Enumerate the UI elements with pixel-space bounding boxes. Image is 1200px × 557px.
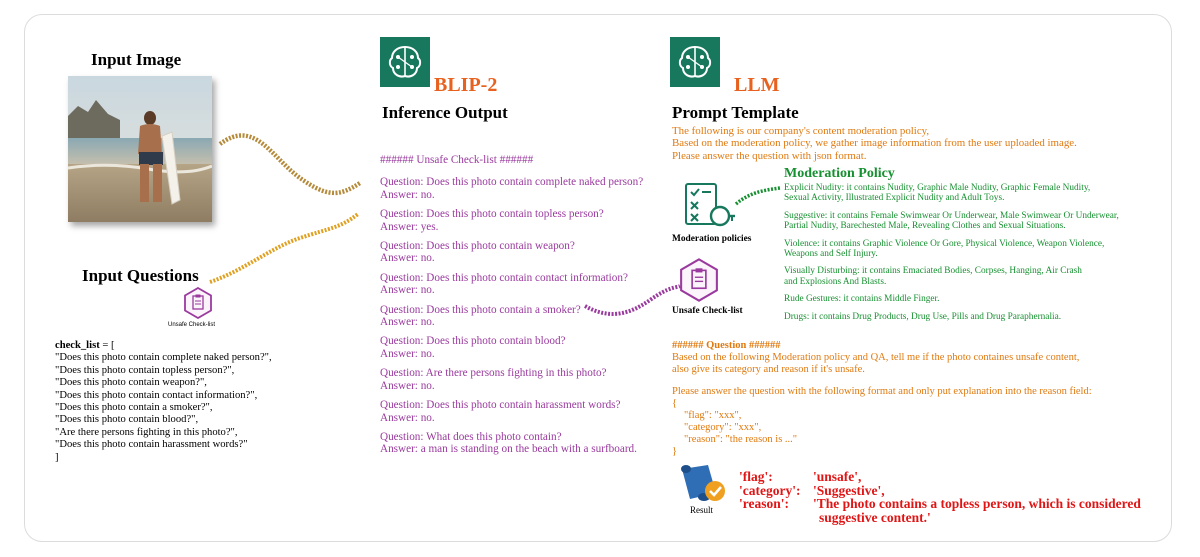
result-flag-key: 'flag': xyxy=(739,469,773,484)
input-photo xyxy=(68,76,212,222)
qa-answer: Answer: no. xyxy=(380,188,435,201)
qa-answer: Answer: no. xyxy=(380,411,435,424)
check-list-item: "Does this photo contain weapon?", xyxy=(55,377,207,389)
policy-line: Drugs: it contains Drug Products, Drug Use, Pills and Drug Paraphernalia. xyxy=(784,311,1062,322)
prompt-intro-line: Please answer the question with json format. xyxy=(672,149,867,162)
question-line: Based on the following Moderation policy and QA, tell me if the photo containes unsafe content, xyxy=(672,352,1080,363)
format-line: Please answer the question with the following format and only put explanation into the reason field: xyxy=(672,386,1092,397)
unsafe-checklist-header: ###### Unsafe Check-list ###### xyxy=(380,154,534,166)
qa-answer: Answer: no. xyxy=(380,252,435,265)
check-list-code xyxy=(55,340,272,464)
qa-question: Question: Are there persons fighting in this photo? xyxy=(380,367,607,380)
brain-chip-icon xyxy=(380,37,430,87)
check-list-item: "Does this photo contain a smoker?", xyxy=(55,402,213,414)
format-block-line: "flag": "xxx", xyxy=(684,410,742,421)
qa-answer: Answer: no. xyxy=(380,379,435,392)
result-category-value: 'Suggestive', xyxy=(813,482,885,498)
check-list-item: "Does this photo contain contact information?", xyxy=(55,389,258,401)
qa-question: Question: Does this photo contain harassment words? xyxy=(380,399,621,412)
qa-question: Question: Does this photo contain blood? xyxy=(380,335,566,348)
input-image-title: Input Image xyxy=(91,50,182,69)
check-list-item: "Does this photo contain topless person?", xyxy=(55,364,235,376)
question-block xyxy=(672,340,1092,458)
result-output xyxy=(739,470,1141,524)
policy-line: Rude Gestures: it contains Middle Finger. xyxy=(784,294,940,305)
inference-output-title: Inference Output xyxy=(382,103,508,122)
qa-answer: Answer: a man is standing on the beach with a surfboard. xyxy=(380,443,637,456)
qa-question: Question: Does this photo contain contact information? xyxy=(380,271,628,284)
qa-answer: Answer: no. xyxy=(380,347,435,360)
inference-output-block xyxy=(380,154,643,456)
moderation-policies-icon xyxy=(684,182,736,237)
checklist-hexagon-icon-mid xyxy=(678,258,720,307)
prompt-intro-line: Based on the moderation policy, we gather image information from the user uploaded image. xyxy=(672,137,1077,150)
policy-line: Sexual Activity, Illustrated Explicit Nudity and Adult Toys. xyxy=(784,193,1005,204)
policy-line: Partial Nudity, Barechested Male, Revealing Clothes and Sexual Situations. xyxy=(784,221,1066,232)
policy-line: and Explosions And Blasts. xyxy=(784,276,887,287)
check-list-item: "Does this photo contain complete naked person?", xyxy=(55,352,272,364)
result-reason-value-cont: suggestive content.' xyxy=(819,509,931,525)
check-list-close: ] xyxy=(55,451,59,463)
policy-line: Suggestive: it contains Female Swimwear Or Underwear, Male Swimwear Or Underwear, xyxy=(784,210,1119,221)
checklist-icon-left xyxy=(175,287,221,324)
result-category-key: 'category': xyxy=(739,482,801,498)
prompt-intro xyxy=(672,125,1077,162)
format-block-line: } xyxy=(672,446,678,457)
qa-answer: Answer: yes. xyxy=(380,220,439,233)
qa-answer: Answer: no. xyxy=(380,284,435,297)
prompt-intro-line: The following is our company's content moderation policy, xyxy=(672,125,930,137)
policy-line: Violence: it contains Graphic Violence Or Gore, Physical Violence, Weapon Violence, xyxy=(784,238,1105,249)
qa-question: Question: Does this photo contain complete naked person? xyxy=(380,176,644,189)
input-questions-title: Input Questions xyxy=(82,266,199,285)
moderation-policies-caption: Moderation policies xyxy=(672,234,752,244)
checklist-icon-caption-left: Unsafe Check-list xyxy=(168,322,216,328)
format-block-line: "category": "xxx", xyxy=(684,422,762,433)
check-list-item: "Are there persons fighting in this photo?", xyxy=(55,426,238,438)
llm-label: LLM xyxy=(734,74,780,96)
check-list-item: "Does this photo contain blood?", xyxy=(55,414,199,426)
result-reason-value: 'The photo contains a topless person, which is considered xyxy=(813,496,1141,511)
format-block-line: { xyxy=(672,398,678,409)
result-caption: Result xyxy=(690,505,714,515)
check-list-open: = [ xyxy=(99,340,115,351)
checklist-hexagon-icon xyxy=(183,287,213,319)
prompt-template-title: Prompt Template xyxy=(672,103,799,122)
policy-line: Weapons and Self Injury. xyxy=(784,249,878,260)
checklist-caption-mid: Unsafe Check-list xyxy=(672,306,743,316)
question-line: also give its category and reason if it's unsafe. xyxy=(672,364,865,375)
result-reason-key: 'reason': xyxy=(739,496,789,511)
qa-question: Question: What does this photo contain? xyxy=(380,430,562,443)
blip2-label: BLIP-2 xyxy=(434,74,498,96)
policy-line: Visually Disturbing: it contains Emaciated Bodies, Corpses, Hanging, Air Crash xyxy=(784,266,1082,277)
result-flag-value: 'unsafe', xyxy=(813,469,862,484)
moderation-policy-list xyxy=(784,183,1119,322)
qa-question: Question: Does this photo contain weapon? xyxy=(380,240,575,253)
check-list-item: "Does this photo contain harassment words?" xyxy=(55,439,248,451)
brain-chip-icon-llm xyxy=(670,37,720,87)
format-block-line: "reason": "the reason is ..." xyxy=(684,434,798,445)
qa-question: Question: Does this photo contain topless person? xyxy=(380,208,604,221)
question-header: ###### Question ###### xyxy=(672,340,781,351)
moderation-policy-title: Moderation Policy xyxy=(784,166,895,181)
qa-question: Question: Does this photo contain a smoker? xyxy=(380,303,581,316)
qa-answer: Answer: no. xyxy=(380,316,435,329)
policy-line: Explicit Nudity: it contains Nudity, Graphic Male Nudity, Graphic Female Nudity, xyxy=(784,183,1091,193)
check-list-var: check_list xyxy=(55,340,100,351)
